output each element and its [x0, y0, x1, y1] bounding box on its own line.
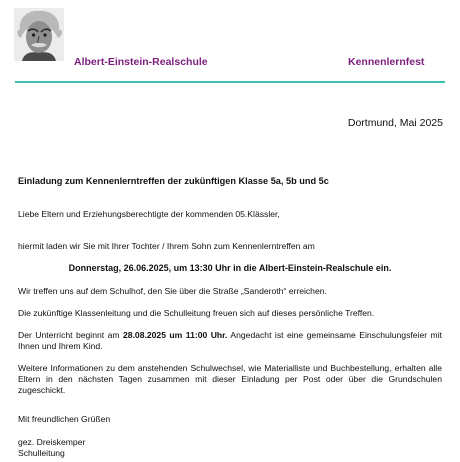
- meeting-point-text: Wir treffen uns auf dem Schulhof, den Sie über die Straße „Sanderoth“ erreichen.: [18, 286, 327, 296]
- closing-greeting: Mit freundlichen Grüßen: [18, 414, 111, 424]
- header-divider: [15, 81, 445, 83]
- letter-subject: Einladung zum Kennenlerntreffen der zukünftigen Klasse 5a, 5b und 5c: [18, 176, 329, 186]
- further-info-paragraph: Weitere Informationen zu dem anstehenden Schulwechsel, wie Materialliste und Buchbestellung, erhalten alle Eltern in den nächsten Tagen zusammen mit dieser Einladung per Post oder über die Grundschulen zugeschickt.: [18, 363, 442, 395]
- lessons-start-paragraph: [18, 330, 442, 352]
- invitation-intro: hiermit laden wir Sie mit Ihrer Tochter / Ihrem Sohn zum Kennenlerntreffen am: [18, 241, 315, 251]
- lessons-suffix: Angedacht ist eine gemeinsame Einschulungsfeier mit Ihnen und Ihrem Kind.: [18, 330, 442, 351]
- school-name: Albert-Einstein-Realschule: [74, 56, 208, 68]
- einstein-portrait-image: [14, 8, 64, 61]
- salutation: Liebe Eltern und Erziehungsberechtigte der kommenden 05.Klässler,: [18, 209, 280, 219]
- lessons-start-date: 28.08.2025 um 11:00 Uhr.: [122, 330, 228, 340]
- signature-name: gez. Dreiskemper: [18, 437, 86, 447]
- teachers-note: Die zukünftige Klassenleitung und die Schulleitung freuen sich auf dieses persönliche Treffen.: [18, 308, 375, 318]
- event-date-line: Donnerstag, 26.06.2025, um 13:30 Uhr in die Albert-Einstein-Realschule ein.: [68, 263, 392, 273]
- lessons-prefix: Der Unterricht beginnt am: [18, 330, 123, 340]
- place-date: Dortmund, Mai 2025: [347, 117, 443, 129]
- portrait-photo: [14, 8, 64, 61]
- signature-role: Schulleitung: [18, 448, 65, 458]
- event-title: Kennenlernfest: [348, 56, 425, 68]
